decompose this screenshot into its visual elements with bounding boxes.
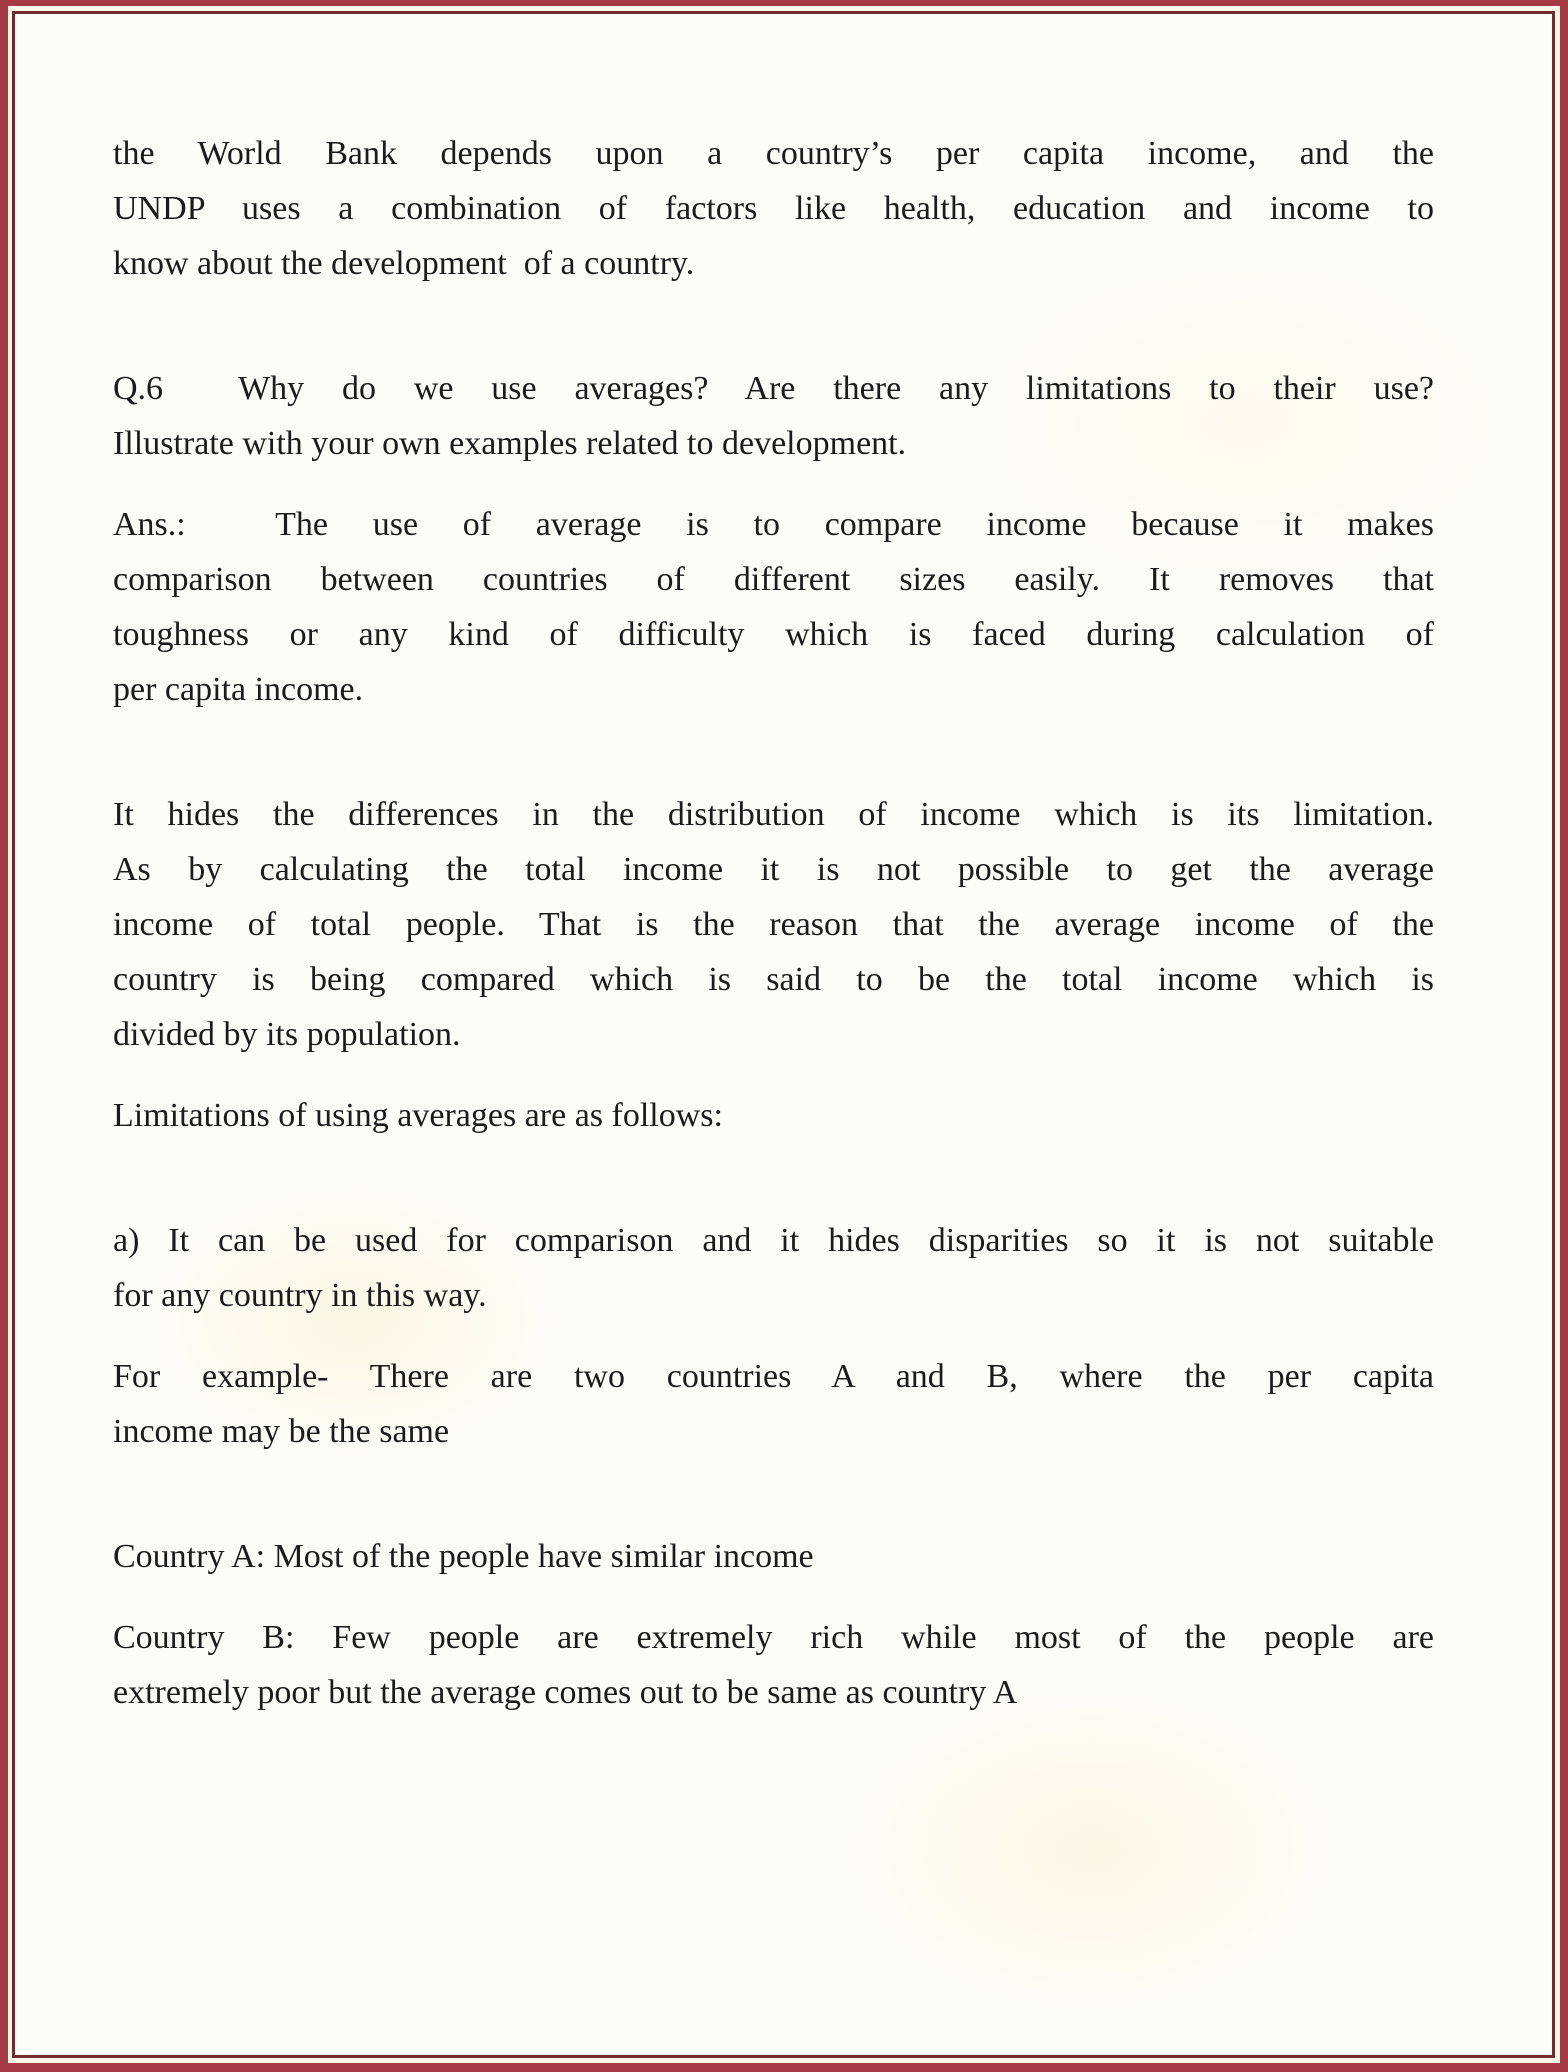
text-line: for any country in this way.	[113, 1277, 487, 1314]
text-line: comparison between countries of different sizes easily. It removes that	[113, 561, 1434, 598]
paragraph-example-intro	[113, 1349, 1434, 1459]
paragraph-country-b	[113, 1610, 1434, 1720]
text-line: For example- There are two countries A and B, where the per capita	[113, 1358, 1434, 1395]
text-line: per capita income.	[113, 671, 364, 708]
text-line: Country A: Most of the people have similar income	[113, 1538, 814, 1575]
text-line: Ans.: The use of average is to compare income because it makes	[113, 506, 1434, 543]
text-line: extremely poor but the average comes out to be same as country A	[113, 1674, 1018, 1711]
text-line: As by calculating the total income it is not possible to get the average	[113, 851, 1434, 888]
paragraph-country-a	[113, 1529, 1434, 1584]
text-line: It hides the differences in the distribution of income which is its limitation.	[113, 796, 1434, 833]
page-content	[15, 14, 1552, 2055]
paragraph-answer	[113, 497, 1434, 717]
text-line: UNDP uses a combination of factors like health, education and income to	[113, 190, 1434, 227]
paragraph-question-6	[113, 361, 1434, 471]
paragraph-world-bank-undp	[113, 126, 1434, 291]
paragraph-limitations-heading	[113, 1088, 1434, 1143]
paragraph-limitation-explanation	[113, 787, 1434, 1062]
page-inner-frame	[12, 11, 1555, 2058]
text-line: divided by its population.	[113, 1016, 461, 1053]
text-line: the World Bank depends upon a country’s per capita income, and the	[113, 135, 1434, 172]
text-line: country is being compared which is said to be the total income which is	[113, 961, 1434, 998]
text-line: a) It can be used for comparison and it hides disparities so it is not suitable	[113, 1222, 1434, 1259]
text-line: income of total people. That is the reason that the average income of the	[113, 906, 1434, 943]
text-line: income may be the same	[113, 1413, 450, 1450]
text-line: Limitations of using averages are as follows:	[113, 1097, 723, 1134]
text-line: know about the development of a country.	[113, 245, 695, 282]
text-line: Country B: Few people are extremely rich while most of the people are	[113, 1619, 1434, 1656]
text-line: Illustrate with your own examples related to development.	[113, 425, 907, 462]
text-line: Q.6 Why do we use averages? Are there any limitations to their use?	[113, 370, 1434, 407]
text-line: toughness or any kind of difficulty which is faced during calculation of	[113, 616, 1434, 653]
page-border-gap	[8, 6, 1560, 2063]
paragraph-limitation-a	[113, 1213, 1434, 1323]
